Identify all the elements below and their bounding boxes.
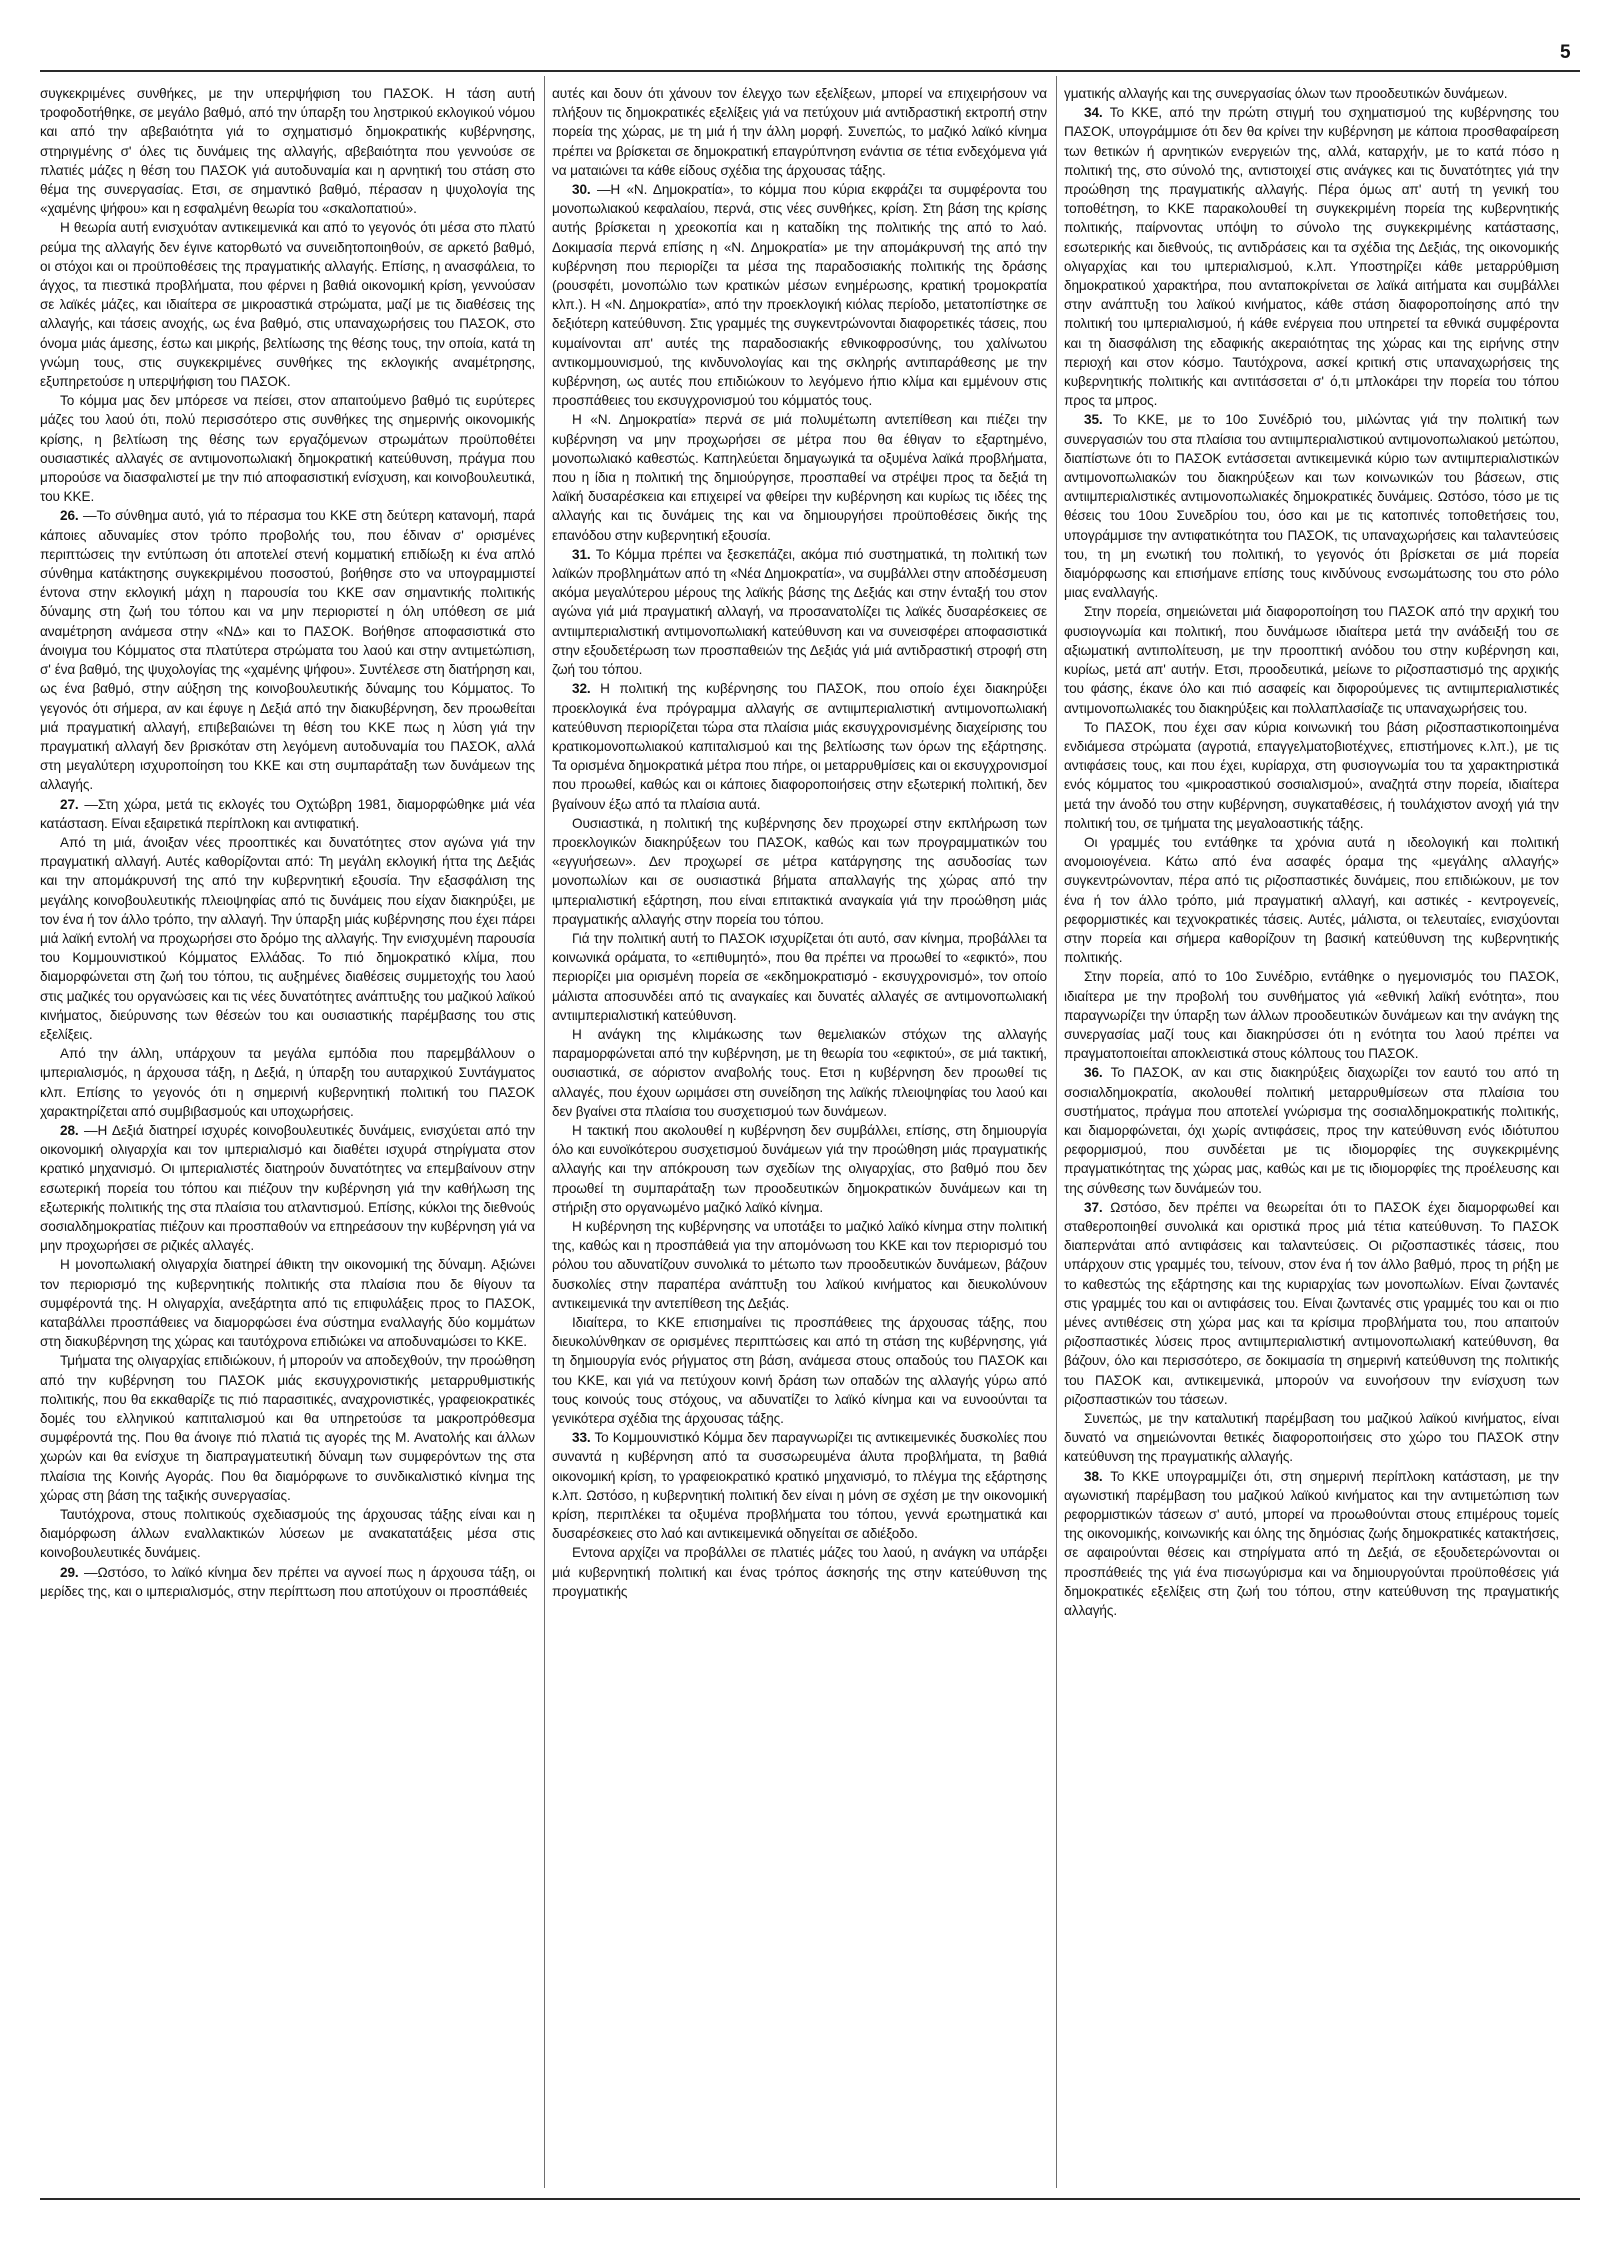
- paragraph: [1064, 103, 1559, 410]
- paragraph-text: Το Κομμουνιστικό Κόμμα δεν παραγνωρίζει τις αντικειμενικές δυσκολίες που συναντά η κυβέρνηση από τα συσσωρευμένα άλυτα προβλήματα, τη βαθιά οικονομική κρίση, το γραφειοκρατικό κρατικό μηχανισμό, το πλέγμα της εξάρτησης κ.λπ. Ωστόσο, η κυβερνητική πολιτική δεν είναι η μόνη σε σχέση με την οικονομική κρίση, περιπλέκει τα οξυμένα προβλήματα του τόπου, γεννά ερωτηματικά και δυσαρέσκειες στο λαό και αντικειμενικά οδηγείται σε αδιέξοδο.: [552, 1430, 1047, 1542]
- paragraph-text: Γιά την πολιτική αυτή το ΠΑΣΟΚ ισχυρίζεται ότι αυτό, σαν κίνημα, προβάλλει τα κοινωνικά οράματα, το «επιθυμητό», που θα πρέπει να προωθεί το «εφικτό», που περιορίζει μια ορισμένη πορεία σε «εκδημοκρατισμό - εκσυγχρονισμό», τον οποίο μάλιστα αποσυνδέει από τις αναγκαίες και δυνατές αλλαγές σε αντιμονοπωλιακή αντιιμπεριαλιστική κατεύθυνση.: [552, 930, 1047, 1023]
- column-divider: [544, 76, 545, 2188]
- paragraph: [552, 929, 1047, 1025]
- paragraph-text: —Ωστόσο, το λαϊκό κίνημα δεν πρέπει να αγνοεί πως η άρχουσα τάξη, οι μερίδες της, και ο ιμπεριαλισμός, στην περίπτωση που αποτύχουν οι προσπάθειές: [40, 1564, 535, 1599]
- paragraph: [552, 1025, 1047, 1121]
- paragraph-text: —Στη χώρα, μετά τις εκλογές του Οχτώβρη 1981, διαμορφώθηκε μιά νέα κατάσταση. Είναι εξαιρετικά περίπλοκη και αντιφατική.: [40, 796, 535, 831]
- paragraph: [552, 1313, 1047, 1428]
- paragraph-text: —Το σύνθημα αυτό, γιά το πέρασμα του ΚΚΕ στη δεύτερη κατανομή, παρά κάποιες αδυναμίες στον τρόπο προβολής του, που έδιναν σ' ορισμένες περιπτώσεις την εντύπωση ότι αποτελεί στενή κομματική επιδίωξη κι ένα απλό σύνθημα κατάκτησης συγκεκριμένου ποσοστού, βοήθησε στο να υπογραμμιστεί έντονα στην εκλογική μάχη η παρουσία του ΚΚΕ σαν σημαντικής πολιτικής δύναμης στη ζωή του τόπου και να μην περιοριστεί η όλη υπόθεση σε μιά αναμέτρηση ανάμεσα στην «ΝΔ» και το ΠΑΣΟΚ. Βοήθησε αποφασιστικά στο άνοιγμα του Κόμματος στα πλατύτερα στρώματα του λαού και στην αντιμετώπιση, σ' ένα βαθμό, της ψυχολογίας της «χαμένης ψήφου». Συντέλεσε στη διατήρηση και, ως ένα βαθμό, στην αύξηση της κοινοβουλευτικής δύναμης του Κόμματος. Το γεγονός ότι σήμερα, αν και έφυγε η Δεξιά από την διακυβέρνηση, δεν προωθείται μιά πραγματική αλλαγή, επιβεβαιώνει τη θέση του ΚΚΕ πως η λύση γιά την πραγματική αλλαγή δεν βρισκόταν στη λεγόμενη αυτοδυναμία του ΠΑΣΟΚ, αλλά στη μεγαλύτερη ισχυροποίηση του ΚΚΕ και στη συμπαράταξη των δυνάμεων της αλλαγής.: [40, 508, 535, 793]
- paragraph-text: Η κυβέρνηση της κυβέρνησης να υποτάξει το μαζικό λαϊκό κίνημα στην πολιτική της, καθώς και η προσπάθειά για την απομόνωση του ΚΚΕ και τον περιορισμό του ρόλου του αδυνατίζουν συνολικά το μέτωπο των προοδευτικών δυνάμεων, βάζουν δυσκολίες στην παραπέρα ανάπτυξη του λαϊκού κινήματος και διευκολύνουν αντικειμενικά την αντεπίθεση της Δεξιάς.: [552, 1218, 1047, 1311]
- paragraph: [40, 1351, 535, 1505]
- paragraph-text: Η ανάγκη της κλιμάκωσης των θεμελιακών στόχων της αλλαγής παραμορφώνεται από την κυβέρνηση, με τη θεωρία του «εφικτού», σε μιά τακτική, ουσιαστικά, σε αόριστον αναβολής τους. Ετσι η κυβέρνηση δεν προωθεί τις αλλαγές, που έχουν ωριμάσει στη συνείδηση της λαϊκής πλειοψηφίας του λαού και δεν βγαίνει στα πλαίσια του συσχετισμού των δυνάμεων.: [552, 1026, 1047, 1119]
- paragraph: [1064, 602, 1559, 717]
- paragraph: [1064, 833, 1559, 967]
- paragraph: [552, 545, 1047, 679]
- paragraph: [1064, 410, 1559, 602]
- paragraph: [1064, 1467, 1559, 1621]
- paragraph-text: Στην πορεία, σημειώνεται μιά διαφοροποίηση του ΠΑΣΟΚ από την αρχική του φυσιογνωμία και πολιτική, που δυνάμωσε ιδιαίτερα μετά την ανάδειξή του σε αξιωματική αντιπολίτευση, με την προοπτική ανόδου του στην κυβέρνηση και, κυρίως, μετά απ' αυτήν. Ετσι, προοδευτικά, μείωνε το ριζοσπαστισμό της αρχικής του φάσης, έκανε όλο και πιό ασαφείς και διφορούμενες τις αντιιμπεριαλιστικές αντιμονοπωλιακές του διακηρύξεις και πολλαπλασίαζε τις υπαναχωρήσεις του.: [1064, 604, 1559, 716]
- paragraph-text: Ιδιαίτερα, το ΚΚΕ επισημαίνει τις προσπάθειες της άρχουσας τάξης, που διευκολύνθηκαν σε ορισμένες περιπτώσεις και από τη στάση της κυβέρνησης, γιά τη δημιουργία ενός ρήγματος στη βάση, ανάμεσα στους οπαδούς του ΠΑΣΟΚ και του ΚΚΕ, και γιά να πετύχουν κοινή δράση των οπαδών της αλλαγής γύρω από τους κοινούς τους στόχους, να αδυνατίζει το λαϊκό κίνημα και να ευνοούνται τα γενικότερα σχέδια της άρχουσας τάξης.: [552, 1315, 1047, 1427]
- paragraph-text: Η πολιτική της κυβέρνησης του ΠΑΣΟΚ, που οποίο έχει διακηρύξει προεκλογικά ένα πρόγραμμα αλλαγής σε αντιιμπεριαλιστική αντιμονοπωλιακή κατεύθυνση περιορίζεται τώρα στα πλαίσια μιάς εκσυγχρονισμένης διαχείρισης του κρατικομονοπωλιακού καπιταλισμού και της βελτίωσης των όρων της εξάρτησης. Τα ορισμένα δημοκρατικά μέτρα που πήρε, οι μεταρρυθμίσεις και οι εκσυγχρονισμοί που προωθεί, καθώς και οι κάποιες διαφοροποιήσεις στην εξωτερική πολιτική, δεν βγαίνουν έξω από τα πλαίσια αυτά.: [552, 681, 1047, 812]
- paragraph: [552, 1543, 1047, 1601]
- paragraph-text: Οι γραμμές του εντάθηκε τα χρόνια αυτά η ιδεολογική και πολιτική ανομοιογένεια. Κάτω από ένα ασαφές όραμα της «μεγάλης αλλαγής» συγκεντρώνονταν, πέρα από τις ριζοσπαστικές δυνάμεις, που επιδιώκουν, με τον ένα ή τον άλλο τρόπο, μιά πραγματική αλλαγή, και αστικές - κεντρογενείς, ρεφορμιστικές και τεχνοκρατικές τάσεις. Αυτές, μάλιστα, οι τελευταίες, ενισχύονται στην πορεία και σήμερα καθορίζουν τη βασική κατεύθυνση της κυβερνητικής πολιτικής.: [1064, 834, 1559, 966]
- paragraph-text: Το Κόμμα πρέπει να ξεσκεπάζει, ακόμα πιό συστηματικά, τη πολιτική των λαϊκών προβλημάτων από τη «Νέα Δημοκρατία», να συμβάλλει στην αποδέσμευση ακόμα μεγαλύτερου μέρους της λαϊκής βάσης της Δεξιάς και στην ένταξή του στον αγώνα γιά μιά πραγματική αλλαγή, να προσανατολίζει τις λαϊκές δυσαρέσκειες σε αντιιμπεριαλιστική αντιμονοπωλιακή κατεύθυνση και να συνεισφέρει αποφασιστικά στην εξουδετέρωση των προσπαθειών της Δεξιάς γιά μιά αντιδραστική στροφή στη ζωή του τόπου.: [552, 546, 1047, 678]
- column-divider: [1056, 76, 1057, 2188]
- paragraph-text: Η «Ν. Δημοκρατία» περνά σε μιά πολυμέτωπη αντεπίθεση και πιέζει την κυβέρνηση να μην προχωρήσει σε μέτρα που θα έθιγαν το εξαρτημένο, μονοπωλιακό καθεστώς. Καπηλεύεται δημαγωγικά τα οξυμένα λαϊκά προβλήματα, που η ίδια η πολιτική της δημιούργησε, προσπαθεί να στρέψει προς τα δεξιά τη λαϊκή δυσαρέσκεια και επιχειρεί να φθείρει την κυβέρνηση και κυρίως τις ιδέες της αλλαγής και τις δυνάμεις της και να δημιουργήσει προϋποθέσεις δικής της επανόδου στην κυβερνητική εξουσία.: [552, 412, 1047, 543]
- paragraph: [552, 180, 1047, 410]
- text-column-3: [1064, 84, 1559, 2184]
- paragraph-text: Το ΠΑΣΟΚ, που έχει σαν κύρια κοινωνική του βάση ριζοσπαστικοποιημένα ενδιάμεσα στρώματα (αγροτιά, επαγγελματοβιοτέχνες, επιστήμονες κ.λπ.), με τις αντιφάσεις τους, και που έχει, κυρίαρχα, στη φυσιογνωμία του τα χαρακτηριστικά ενός κόμματος του «μικροαστικού σοσιαλισμού», αναζητά στην πορεία, ιδιαίτερα μετά την άνοδό του στην κυβέρνηση, συγκαταθέσεις, ή τουλάχιστον ανοχή γιά την πολιτική του, σε τμήματα της μεγαλοαστικής τάξης.: [1064, 719, 1559, 831]
- paragraph: [552, 1217, 1047, 1313]
- paragraph: [1064, 718, 1559, 833]
- paragraph-number: 33.: [572, 1430, 591, 1446]
- paragraph: [1064, 1409, 1559, 1467]
- paragraph: [40, 506, 535, 794]
- paragraph-number: 26.: [60, 508, 79, 524]
- paragraph: [1064, 1198, 1559, 1409]
- paragraph-text: Το ΠΑΣΟΚ, αν και στις διακηρύξεις διαχωρίζει τον εαυτό του από τη σοσιαλδημοκρατία, ακολουθεί πολιτική μεταρρυθμίσεων στα πλαίσια του συστήματος, πράγμα που αποτελεί γνώρισμα της σοσιαλδημοκρατικής πολιτικής, και διαμορφώνεται, όχι χωρίς αντιφάσεις, προς την κατεύθυνση ενός ιδιότυπου ρεφορμισμού, που συνδέεται με τις ιδιομορφίες της συγκεκριμένης πραγματικότητας της χώρας μας, καθώς και με τις ιδιομορφίες της προέλευσης και της σύνθεσης των δυνάμεών του.: [1064, 1065, 1559, 1196]
- paragraph: [552, 410, 1047, 544]
- paragraph-text: Συνεπώς, με την καταλυτική παρέμβαση του μαζικού λαϊκού κινήματος, είναι δυνατό να σημειώνονται θετικές διαφοροποιήσεις στο χώρο του ΠΑΣΟΚ στην κατεύθυνση της πραγματικής αλλαγής.: [1064, 1411, 1559, 1465]
- paragraph-number: 34.: [1084, 105, 1103, 121]
- paragraph: [40, 795, 535, 833]
- paragraph-text: Το κόμμα μας δεν μπόρεσε να πείσει, στον απαιτούμενο βαθμό τις ευρύτερες μάζες του λαού ότι, πολύ περισσότερο στις συνθήκες της σημερινής οικονομικής κρίσης, η βελτίωση της θέσης των εργαζόμενων στρωμάτων προϋποθέτει ουσιαστικές αλλαγές σε αντιμονοπωλιακή δημοκρατική κατεύθυνση, πράγμα που μπορούσε να διασφαλιστεί με την πιό αποφασιστική ενίσχυση, και κοινοβουλευτικά, του ΚΚΕ.: [40, 393, 535, 505]
- paragraph-text: Ουσιαστικά, η πολιτική της κυβέρνησης δεν προχωρεί στην εκπλήρωση των προεκλογικών διακηρύξεων του ΠΑΣΟΚ, καθώς και των προγραμματικών του «εγγυήσεων». Δεν προχωρεί σε μέτρα κατάργησης της ασυδοσίας των μονοπωλίων και σε ουσιαστικά βήματα απαλλαγής της χώρας από την ιμπεριαλιστική εξάρτηση, που είναι επιτακτικά αναγκαία γιά την προώθηση μιάς πραγματικής αλλαγής στην πορεία του τόπου.: [552, 815, 1047, 927]
- paragraph-text: Το ΚΚΕ, από την πρώτη στιγμή του σχηματισμού της κυβέρνησης του ΠΑΣΟΚ, υπογράμμισε ότι δεν θα κρίνει την κυβέρνηση με κάποια προσθαφαίρεση των θετικών ή αρνητικών ενεργειών της, αλλά, καταρχήν, με το κατά πόσο η πολιτική της, στο σύνολό της, αντιστοιχεί στις ανάγκες και τις δυνατότητες γιά την προώθηση της πραγματικής αλλαγής. Πέρα όμως απ' αυτή τη γενική του τοποθέτηση, το ΚΚΕ παρακολουθεί τη συγκεκριμένη πορεία της κυβερνητικής πολιτικής, παίρνοντας υπόψη το σύνολο της συγκεκριμένης κατάστασης, εσωτερικής και διεθνούς, τις αντιδράσεις και τα σχέδια της Δεξιάς, της οικονομικής ολιγαρχίας και του ιμπεριαλισμού, κ.λπ. Υποστηρίζει κάθε μεταρρύθμιση δημοκρατικού χαρακτήρα, που ανταποκρίνεται σε λαϊκά αιτήματα και συμβάλλει στην ανάπτυξη του λαϊκού κινήματος, κάθε στάση διαφοροποίησης από την πολιτική του ιμπεριαλισμού, ή κάθε ενέργεια που υπηρετεί τα εθνικά συμφέροντα και τη διασφάλιση της εδαφικής ακεραιότητας της χώρας και της ειρήνης στην περιοχή και στον κόσμο. Ταυτόχρονα, ασκεί κριτική στις υπαναχωρήσεις της κυβερνητικής πολιτικής και αντιτάσσεται σ' ό,τι μπλοκάρει την πορεία του τόπου προς τα μπρος.: [1064, 105, 1559, 409]
- paragraph-number: 37.: [1084, 1199, 1103, 1215]
- paragraph: [552, 1428, 1047, 1543]
- paragraph-text: Ωστόσο, δεν πρέπει να θεωρείται ότι το ΠΑΣΟΚ έχει διαμορφωθεί και σταθεροποιηθεί συνολικά και οριστικά προς μιά τέτια κατεύθυνση. Το ΠΑΣΟΚ διαπερνάται από αντιφάσεις και ταλαντεύσεις. Οι ριζοσπαστικές τάσεις, που υπάρχουν στις γραμμές του, τείνουν, στον ένα ή τον άλλο βαθμό, προς τη ρήξη με το καθεστώς της εξάρτησης και της κυριαρχίας των μονοπωλίων. Είναι ζωντανές στις γραμμές του και οι αντιφάσεις του. Είναι ζωντανές στις γραμμές του και οι πιο μένες αντιθέσεις στη χώρα μας και τα κρίσιμα προβλήματα του, που απαιτούν ριζοσπαστικές λύσεις προς αντιιμπεριαλιστική αντιμονοπωλιακή κατεύθυνση, θα βάζουν, όλο και περισσότερο, σε δοκιμασία τη σημερινή κατεύθυνση της πολιτικής του ΠΑΣΟΚ και, αντικειμενικά, μπορούν να ευνοήσουν την ενίσχυση των ριζοσπαστικών του τάσεων.: [1064, 1199, 1559, 1407]
- paragraph-text: αυτές και δουν ότι χάνουν τον έλεγχο των εξελίξεων, μπορεί να επιχειρήσουν να πλήξουν τις δημοκρατικές εξελίξεις γιά να πετύχουν μιά αντιδραστική εκτροπή στην πορεία της χώρας, με τη μιά ή την άλλη μορφή. Συνεπώς, το μαζικό λαϊκό κίνημα πρέπει να βρίσκεται σε δημοκρατική επαγρύπνηση ενάντια σε τέτια ενδεχόμενα γιά να ματαιώνει τα κάθε είδους σχέδια της άρχουσας τάξης.: [552, 86, 1047, 178]
- paragraph: [40, 1563, 535, 1601]
- paragraph: [552, 814, 1047, 929]
- paragraph-text: Η τακτική που ακολουθεί η κυβέρνηση δεν συμβάλλει, επίσης, στη δημιουργία όλο και ευνοϊκότερου συσχετισμού δυνάμεων γιά την προώθηση μιάς πραγματικής αλλαγής και την απόκρουση των σχεδίων της ολιγαρχίας, στο βαθμό που δεν προωθεί τη συμπαράταξη των προοδευτικών δημοκρατικών δυνάμεων και τη στήριξη στο οργανωμένο μαζικό λαϊκό κίνημα.: [552, 1122, 1047, 1215]
- paragraph-number: 27.: [60, 796, 79, 812]
- paragraph: [1064, 967, 1559, 1063]
- paragraph-number: 36.: [1084, 1065, 1103, 1081]
- paragraph: [40, 1044, 535, 1121]
- paragraph: [40, 84, 535, 218]
- paragraph-text: Στην πορεία, από το 10ο Συνέδριο, εντάθηκε ο ηγεμονισμός του ΠΑΣΟΚ, ιδιαίτερα με την προβολή του συνθήματος γιά «εθνική λαϊκή ενότητα», που παραγνωρίζει την ύπαρξη των άλλων προοδευτικών δυνάμεων και την ανάγκη της συνεργασίας μαζί τους και διακηρύσσει ότι η ενότητα του λαού πρέπει να πραγματοποιείται αποκλειστικά στους κόλπους του ΠΑΣΟΚ.: [1064, 969, 1559, 1062]
- paragraph-text: συγκεκριμένες συνθήκες, με την υπερψήφιση του ΠΑΣΟΚ. Η τάση αυτή τροφοδοτήθηκε, σε μεγάλο βαθμό, από την ύπαρξη του ληστρικού εκλογικού νόμου και από την αβεβαιότητα γιά το σχηματισμό δημοκρατικής κυβέρνησης, στηριγμένης σ' όλες τις δυνάμεις της αλλαγής, αβεβαιότητα που γεννούσε σε πλατιές μάζες η θέση του ΠΑΣΟΚ γιά αυτοδυναμία και η αρνητική του στάση στο θέμα της συνεργασίας. Ετσι, σε σημαντικό βαθμό, πέρασαν η ψυχολογία της «χαμένης ψήφου» και η εσφαλμένη θεωρία του «σκαλοπατιού».: [40, 86, 535, 217]
- bottom-rule: [40, 2198, 1580, 2200]
- text-column-2: [552, 84, 1047, 2184]
- paragraph-number: 35.: [1084, 412, 1103, 428]
- paragraph-number: 29.: [60, 1564, 79, 1580]
- paragraph: [1064, 84, 1559, 103]
- paragraph: [1064, 1063, 1559, 1197]
- paragraph: [40, 1255, 535, 1351]
- paragraph: [40, 218, 535, 391]
- paragraph-text: Εντονα αρχίζει να προβάλλει σε πλατιές μάζες του λαού, η ανάγκη να υπάρξει μιά κυβερνητική πολιτική και ένας τρόπος άσκησής της στην κατεύθυνση της προγματικής: [552, 1545, 1047, 1599]
- paragraph-text: Τμήματα της ολιγαρχίας επιδιώκουν, ή μπορούν να αποδεχθούν, την προώθηση από την κυβέρνηση του ΠΑΣΟΚ μιάς εκσυγχρονιστικής μεταρρυθμιστικής πολιτικής, που θα εκκαθαρίζε τις πιό παρασιτικές, αναχρονιστικές, γραφειοκρατικές δομές του ελληνικού καπιταλισμού και θα υπηρετούσε τα μακροπρόθεσμα συμφέροντά της. Που θα άνοιγε πιό πλατιά τις αγορές της Μ. Ανατολής και άλλων χωρών και θα ενίσχυε τη διαπραγματευτική δύναμη των συμφερόντων της στα πλαίσια της Κοινής Αγοράς. Που θα διαμόρφωνε το συνδικαλιστικό κίνημα της χώρας στη βάση της ταξικής συνεργασίας.: [40, 1353, 535, 1503]
- paragraph: [552, 84, 1047, 180]
- paragraph-text: Από τη μιά, άνοιξαν νέες προοπτικές και δυνατότητες στον αγώνα γιά την πραγματική αλλαγή. Αυτές καθορίζονται από: Τη μεγάλη εκλογική ήττα της Δεξιάς και την απομάκρυνσή της από την κυβερνητική εξουσία. Την εξασφάλιση της μεγάλης κοινοβουλευτικής πλειοψηφίας από τις δυνάμεις που είχαν διακηρύξει, με τον ένα ή τον άλλο τρόπο, την αλλαγή. Την ύπαρξη μιάς κυβέρνησης που έχει πάρει μιά λαϊκή εντολή να προχωρήσει στο δρόμο της αλλαγής. Την ενισχυμένη παρουσία του Κομμουνιστικού Κόμματος Ελλάδας. Το πιό δημοκρατικό κλίμα, που διαμορφώνεται στη ζωή του τόπου, τις αυξημένες διαθέσεις συμμετοχής του λαού στις μαζικές του οργανώσεις και τις νέες δυνατότητες ανάπτυξης του μαζικού λαϊκού κινήματος, διεύρυνσης των θέσεών του και ουσιαστικής παρέμβασης του στις εξελίξεις.: [40, 834, 535, 1042]
- paragraph: [40, 833, 535, 1044]
- paragraph-text: Το ΚΚΕ, με το 10ο Συνέδριό του, μιλώντας γιά την πολιτική των συνεργασιών του στα πλαίσια του αντιιμπεριαλιστικού αντιμονοπωλιακού μετώπου, διαπίστωνε ότι το ΠΑΣΟΚ εντάσσεται αντικειμενικά κύριο των αντιιμπεριαλιστικών αντιμονοπωλιακών του διακηρύξεων και των κοινωνικών του βάσεων, στις αντιιμπεριαλιστικές αντιμονοπωλιακές δημοκρατικές δυνάμεις. Ωστόσο, τόσο με τις θέσεις του 10ου Συνεδρίου του, όσο και με τις κατοπινές τοποθετήσεις του, υπογράμμισε την αντιφατικότητα του ΠΑΣΟΚ, τις υπαναχωρήσεις και ταλαντεύσεις του, τη μη ενωτική του πολιτική, το γεγονός ότι βρίσκεται σε μιά πορεία διαμόρφωσης και επισήμανε επίσης τους κινδύνους ενσωμάτωσης του στο ρόλο μιας εναλλαγής.: [1064, 412, 1559, 601]
- paragraph-text: Η θεωρία αυτή ενισχυόταν αντικειμενικά και από το γεγονός ότι μέσα στο πλατύ ρεύμα της αλλαγής δεν έγινε κατορθωτό να συνειδητοποιηθούν, σε αρκετό βαθμό, οι στόχοι και οι προϋποθέσεις της πραγματικής αλλαγής. Επίσης, η ανασφάλεια, το άγχος, τα πιεστικά προβλήματα, που φέρνει η βαθιά οικονομική κρίση, γεννούσαν σε λαϊκές μάζες, και ιδιαίτερα σε μικροαστικά στρώματα, μαζί με τις διαθέσεις της αλλαγής, και τάσεις ανοχής, ως ένα βαθμό, στις υπαναχωρήσεις του ΠΑΣΟΚ, στο όνομα μιάς άμεσης, έστω και μικρής, βελτίωσης της θέσης τους, την οποία, κατά τη γνώμη τους, στις συγκεκριμένες συνθήκες της εκλογικής αναμέτρησης, εξυπηρετούσε η υπερψήφιση του ΠΑΣΟΚ.: [40, 220, 535, 390]
- paragraph-text: —Η «Ν. Δημοκρατία», το κόμμα που κύρια εκφράζει τα συμφέροντα του μονοπωλιακού κεφαλαίου, περνά, στις νέες συνθήκες, κρίση. Στη βάση της κρίσης αυτής βρίσκεται η χρεοκοπία και η καταδίκη της πολιτικής της από το λαό. Δοκιμασία περνά επίσης η «Ν. Δημοκρατία» με την απομάκρυνσή της από την κυβέρνηση που περιορίζει τα μέσα της παραδοσιακής πολιτικής της δράσης (ρουσφέτι, μονοπώλιο των κρατικών μέσων ενημέρωσης, κρατική τρομοκρατία κλπ.). Η «Ν. Δημοκρατία», από την προεκλογική κιόλας περίοδο, μετατοπίστηκε σε δεξιότερη κατεύθυνση. Στις γραμμές της συγκεντρώνονται διαφορετικές τάσεις, που κυμαίνονται απ' αυτές της παραδοσιακής εθνικοφροσύνης, του χαλίνωτου αντικομμουνισμού, της κινδυνολογίας και της σκληρής αντιπαράθεσης με την κυβέρνηση, ως αυτές που επιδιώκουν το λεγόμενο ήπιο κλίμα και εμμένουν στις προσπάθειες του εκσυγχρονισμού του κόμματός τους.: [552, 182, 1047, 409]
- paragraph-text: Η μονοπωλιακή ολιγαρχία διατηρεί άθικτη την οικονομική της δύναμη. Αξιώνει τον περιορισμό της κυβερνητικής πολιτικής στα πλαίσια που δε θίγουν τα συμφέροντά της. Η ολιγαρχία, ανεξάρτητα από τις επιφυλάξεις προς το ΠΑΣΟΚ, καταβάλλει προσπάθειες να διαμορφώσει ένα σύστημα εναλλαγής δύο κομμάτων στη διακυβέρνηση της χώρας και ταυτόχρονα επιδιώκει να αποδυναμώσει το ΚΚΕ.: [40, 1257, 535, 1350]
- paragraph-number: 32.: [572, 681, 591, 697]
- text-column-1: [40, 84, 535, 2184]
- paragraph-text: γματικής αλλαγής και της συνεργασίας όλων των προοδευτικών δυνάμεων.: [1064, 86, 1508, 101]
- paragraph-text: Από την άλλη, υπάρχουν τα μεγάλα εμπόδια που παρεμβάλλουν ο ιμπεριαλισμός, η άρχουσα τάξη, η Δεξιά, η ύπαρξη του αυταρχικού Συντάγματος κλπ. Επίσης το γεγονός ότι η σημερινή κυβερνητική πολιτική του ΠΑΣΟΚ χαρακτηρίζεται από συμβιβασμούς και υποχωρήσεις.: [40, 1046, 535, 1119]
- paragraph-text: —Η Δεξιά διατηρεί ισχυρές κοινοβουλευτικές δυνάμεις, ενισχύεται από την οικονομική ολιγαρχία και τον ιμπεριαλισμό και διαθέτει ισχυρά στηρίγματα στον κρατικό μηχανισμό. Οι ιμπεριαλιστές διατηρούν δυνατότητες να επεμβαίνουν στην εσωτερική πορεία του τόπου και πιέζουν την κυβέρνηση γιά την καθήλωση της εξωτερικής πολιτικής της στα πλαίσια του ατλαντισμού. Επίσης, κύκλοι της διεθνούς σοσιαλδημοκρατίας πιέζουν και προσπαθούν να επηρεάσουν την κυβέρνηση γιά να μην προχωρήσει σε ριζικές αλλαγές.: [40, 1122, 535, 1254]
- page-number: 5: [1560, 42, 1571, 63]
- paragraph: [552, 679, 1047, 813]
- paragraph-number: 30.: [572, 182, 591, 198]
- paragraph-number: 31.: [572, 546, 591, 562]
- paragraph-text: Ταυτόχρονα, στους πολιτικούς σχεδιασμούς της άρχουσας τάξης είναι και η διαμόρφωση άλλων εναλλακτικών λύσεων με ανακατατάξεις μέσα στις κοινοβουλευτικές δυνάμεις.: [40, 1507, 535, 1561]
- paragraph-number: 38.: [1084, 1468, 1103, 1484]
- paragraph: [40, 391, 535, 506]
- top-rule: [40, 70, 1580, 72]
- paragraph: [40, 1505, 535, 1563]
- paragraph: [40, 1121, 535, 1255]
- paragraph-text: Το ΚΚΕ υπογραμμίζει ότι, στη σημερινή περίπλοκη κατάσταση, με την αγωνιστική παρέμβαση του μαζικού λαϊκού κινήματος και την αντιμετώπιση των ρεφορμιστικών τάσεων σ' αυτό, μπορεί να προωθούνται στους επιμέρους τομείς της οικονομικής, κοινωνικής και όλης της δημόσιας ζωής δημοκρατικές κατακτήσεις, σε αφαιρούνται θέσεις και στηρίγματα από τη Δεξιά, σε εξουδετερώνονται οι προσπάθειές της γιά ένα πισωγύρισμα και να δημιουργούνται προϋποθέσεις γιά δημοκρατικές εξελίξεις στη ζωή του τόπου, στην κατεύθυνση της πραγματικής αλλαγής.: [1064, 1468, 1559, 1619]
- paragraph-number: 28.: [60, 1122, 79, 1138]
- paragraph: [552, 1121, 1047, 1217]
